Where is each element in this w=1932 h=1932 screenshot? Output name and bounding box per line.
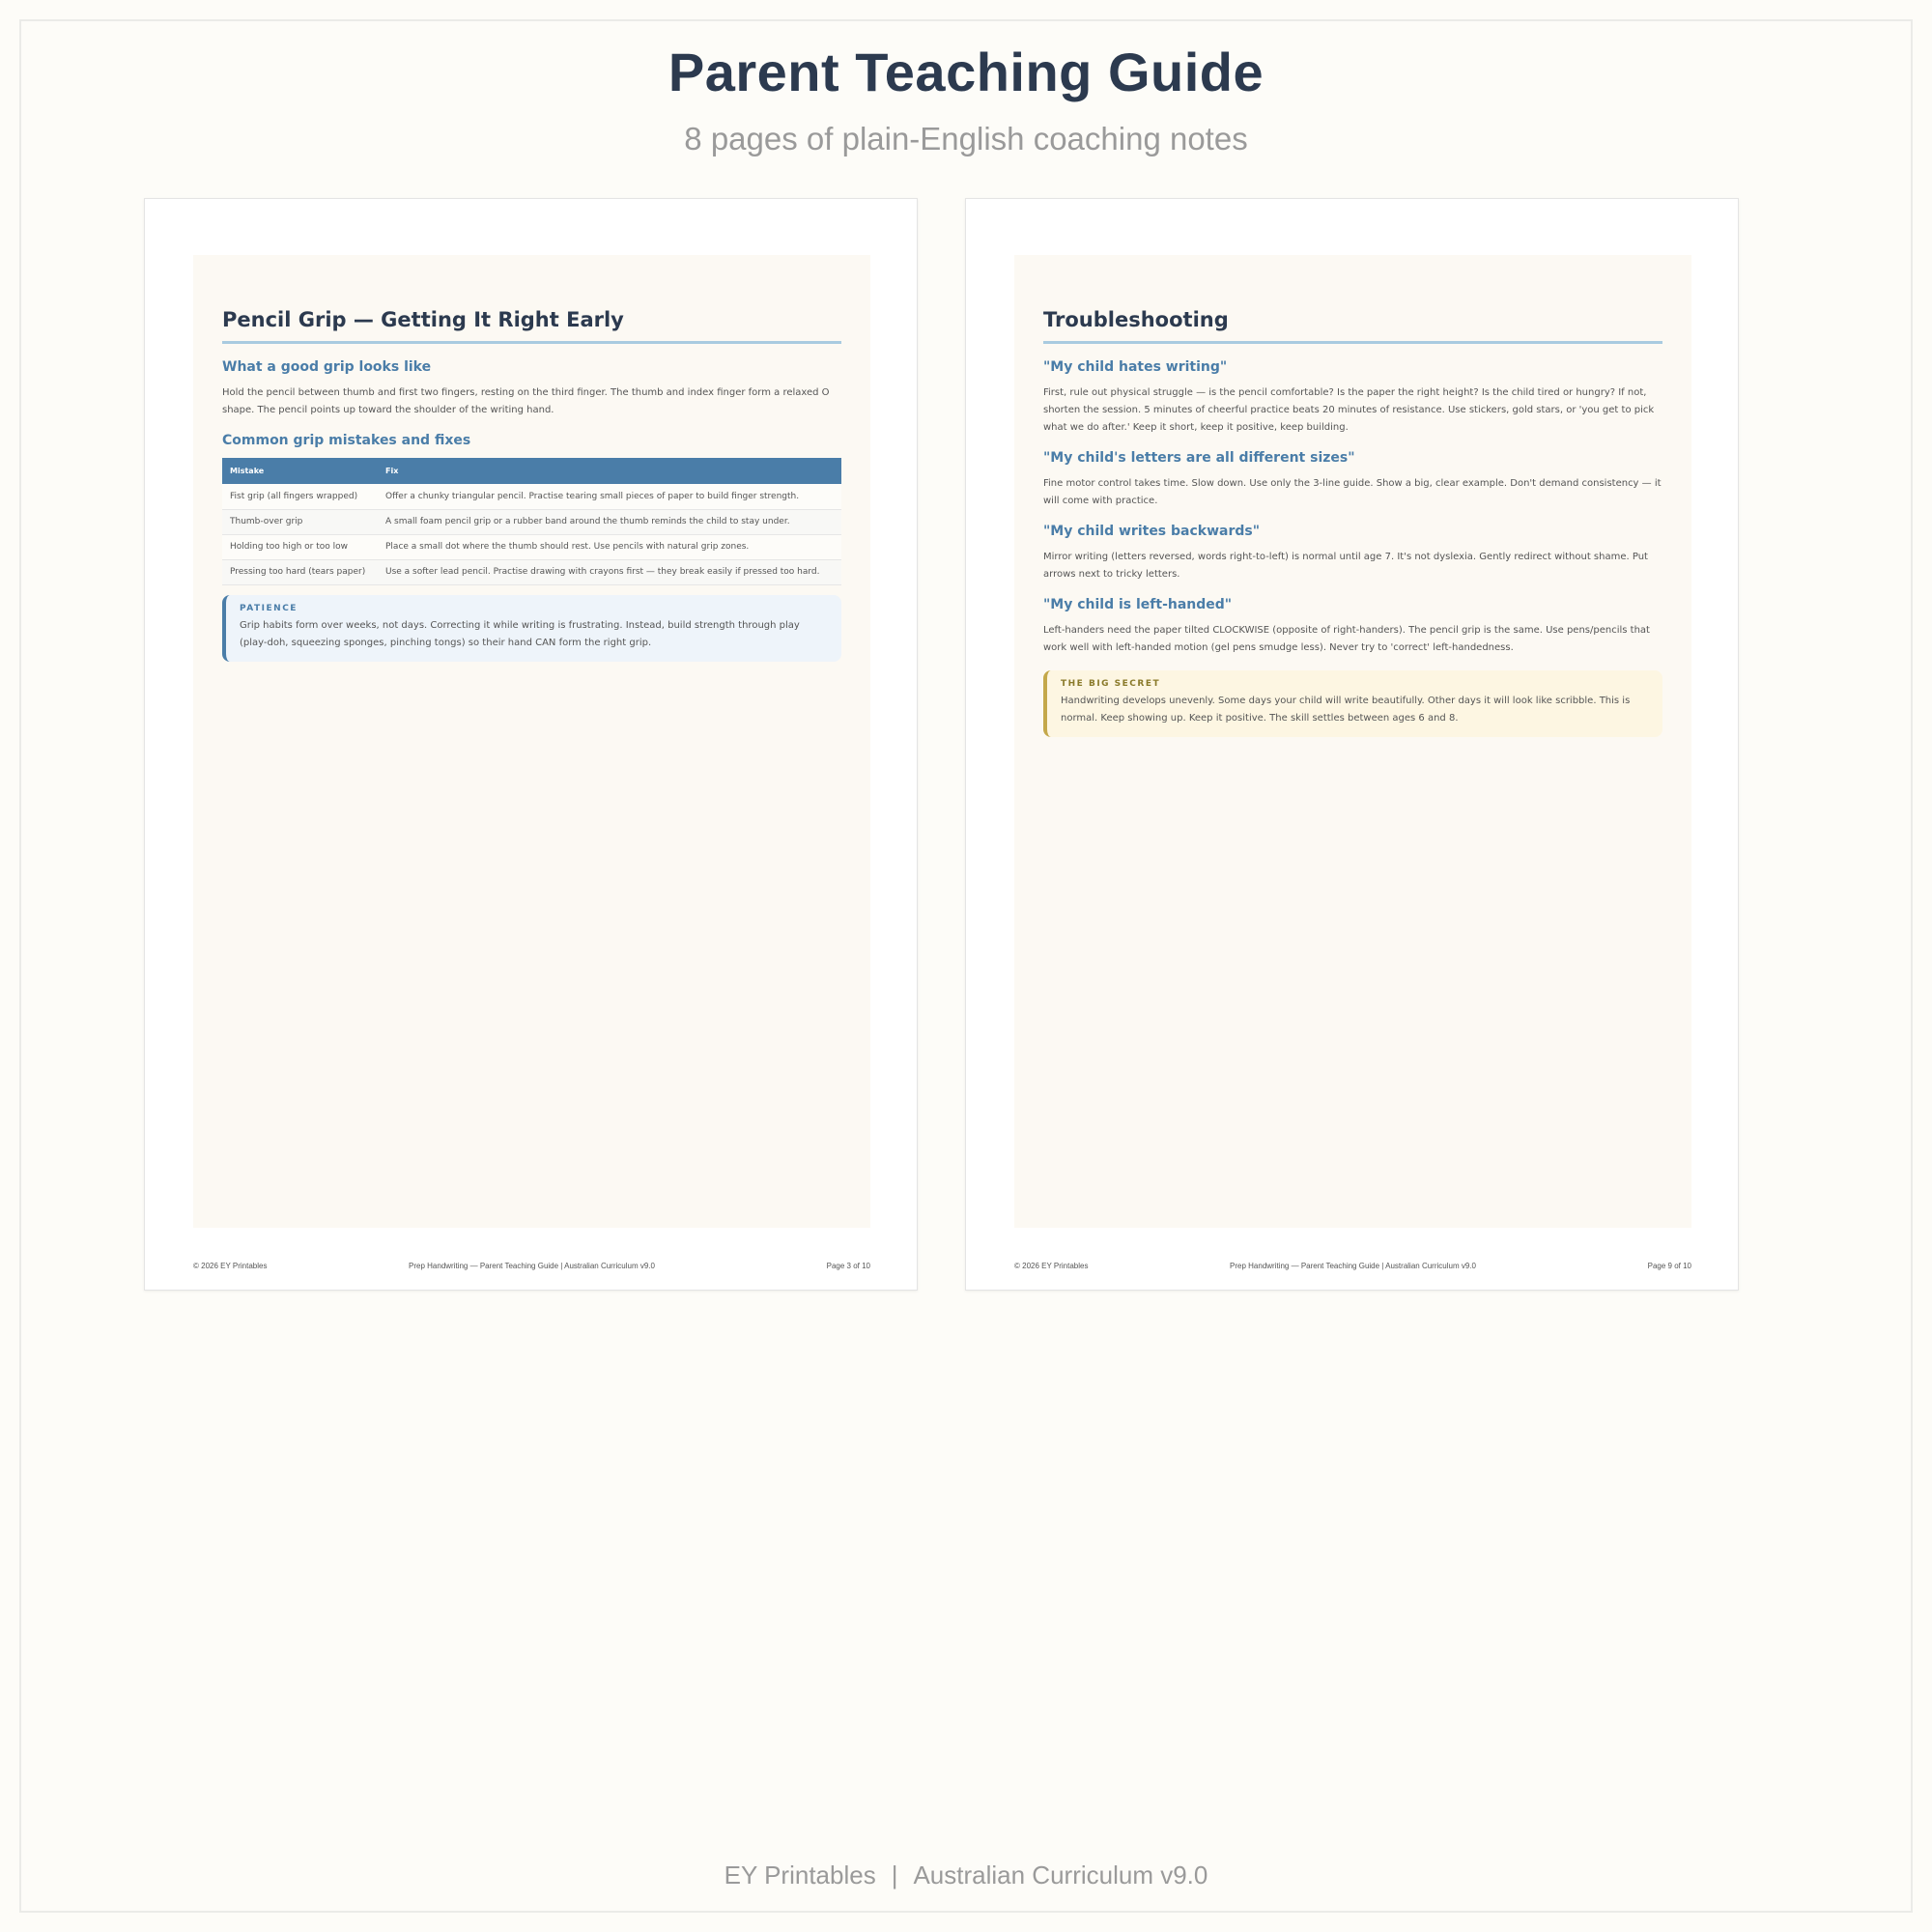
document-page-pencil-grip [144, 198, 918, 1291]
patience-callout [222, 595, 841, 662]
callout-text: Handwriting develops unevenly. Some days your child will write beautifully. Other days it will look like scribble. This is normal. Keep showing up. Keep it positive. The skill settles between ages 6 and 8. [1061, 696, 1631, 724]
cell-mistake: Thumb-over grip [222, 509, 378, 534]
grip-mistakes-table [222, 458, 841, 585]
cell-mistake: Holding too high or too low [222, 534, 378, 559]
footer-copyright: © 2026 EY Printables [1014, 1262, 1089, 1270]
page-content [1014, 255, 1691, 1228]
cell-fix: Place a small dot where the thumb should rest. Use pencils with natural grip zones. [378, 534, 841, 559]
paragraph-good-grip: Hold the pencil between thumb and first two fingers, resting on the third finger. The thumb and index finger form a relaxed O shape. The pencil points up toward the shoulder of the writing hand. [222, 387, 830, 415]
callout-title: THE BIG SECRET [1061, 679, 1161, 689]
paragraph-hates-writing: First, rule out physical struggle — is the pencil comfortable? Is the paper the right height? Is the child tired or hungry? If not, shorten the session. 5 minutes of cheerful practice beats 20 minutes of resistance. Use stickers, gold stars, or 'you get to pick what we do after.' Keep it short, keep it positive, keep building. [1043, 387, 1655, 433]
footer-copyright: © 2026 EY Printables [193, 1262, 268, 1270]
subheading-mistakes: Common grip mistakes and fixes [222, 433, 471, 448]
callout-title: PATIENCE [240, 603, 298, 613]
curriculum-label: Australian Curriculum v9.0 [913, 1861, 1208, 1889]
cell-mistake: Pressing too hard (tears paper) [222, 559, 378, 584]
page-footer [193, 1262, 870, 1275]
subheading-hates-writing: "My child hates writing" [1043, 359, 1228, 375]
footer-page-number: Page 3 of 10 [826, 1262, 870, 1270]
footer-document-title: Prep Handwriting — Parent Teaching Guide | Australian Curriculum v9.0 [1230, 1262, 1476, 1270]
paragraph-different-sizes: Fine motor control takes time. Slow down. Use only the 3-line guide. Show a big, clear example. Don't demand consistency — it will come with practice. [1043, 478, 1662, 506]
subheading-writes-backwards: "My child writes backwards" [1043, 524, 1261, 539]
column-header-mistake: Mistake [222, 458, 378, 484]
page-title: Parent Teaching Guide [668, 42, 1264, 102]
table-row [222, 534, 841, 559]
page-footer [1014, 1262, 1691, 1275]
table-row [222, 484, 841, 509]
cell-mistake: Fist grip (all fingers wrapped) [222, 484, 378, 509]
big-secret-callout [1043, 670, 1662, 737]
brand-name: EY Printables [724, 1861, 876, 1889]
section-heading: Troubleshooting [1043, 308, 1662, 344]
table-row [222, 509, 841, 534]
page-content [193, 255, 870, 1228]
subheading-different-sizes: "My child's letters are all different sizes" [1043, 450, 1355, 466]
cell-fix: A small foam pencil grip or a rubber band around the thumb reminds the child to stay under. [378, 509, 841, 534]
cell-fix: Use a softer lead pencil. Practise drawing with crayons first — they break easily if pressed too hard. [378, 559, 841, 584]
section-heading: Pencil Grip — Getting It Right Early [222, 308, 841, 344]
table-header-row [222, 458, 841, 484]
subheading-good-grip: What a good grip looks like [222, 359, 432, 375]
table-row [222, 559, 841, 584]
document-page-troubleshooting [965, 198, 1739, 1291]
cell-fix: Offer a chunky triangular pencil. Practise tearing small pieces of paper to build finger strength. [378, 484, 841, 509]
paragraph-left-handed: Left-handers need the paper tilted CLOCKWISE (opposite of right-handers). The pencil grip is the same. Use pens/pencils that work well with left-handed motion (gel pens smudge less). Never try to 'correct' left-handedness. [1043, 625, 1650, 653]
footer-separator: | [891, 1861, 898, 1889]
subheading-left-handed: "My child is left-handed" [1043, 597, 1233, 612]
page-subtitle: 8 pages of plain-English coaching notes [684, 121, 1248, 156]
footer-page-number: Page 9 of 10 [1647, 1262, 1691, 1270]
paragraph-writes-backwards: Mirror writing (letters reversed, words right-to-left) is normal until age 7. It's not dyslexia. Gently redirect without shame. Put arrows next to tricky letters. [1043, 552, 1648, 580]
callout-text: Grip habits form over weeks, not days. Correcting it while writing is frustrating. Instead, build strength through play (play-doh, squeezing sponges, pinching tongs) so their hand CAN form the right grip. [240, 619, 800, 648]
footer-document-title: Prep Handwriting — Parent Teaching Guide | Australian Curriculum v9.0 [409, 1262, 655, 1270]
column-header-fix: Fix [378, 458, 841, 484]
brand-footer [0, 1861, 1932, 1890]
